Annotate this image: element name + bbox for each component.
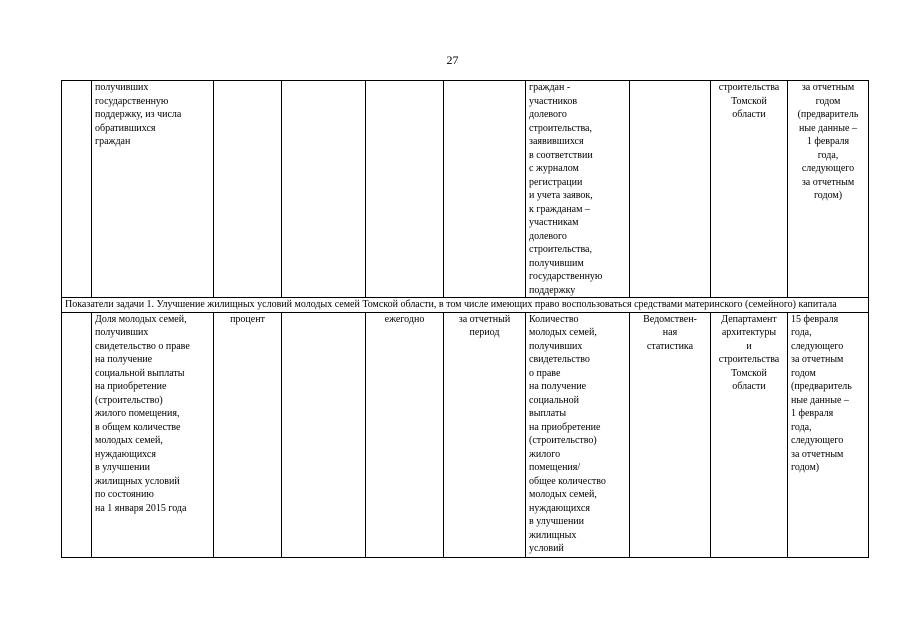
- cell-calculation-method: Количество молодых семей, получивших свидетельство о праве на получение социальной выплаты на приобретение (строительство) жилого помещения/ общее количество молодых семей, нуждающихся в улучшении жилищных условий: [526, 312, 630, 557]
- cell-indicator-name: Доля молодых семей, получивших свидетельство о праве на получение социальной выплаты на приобретение (строительство) жилого помещения, в общем количестве молодых семей, нуждающихся в улучшении жилищных условий по состоянию на 1 января 2015 года: [92, 312, 214, 557]
- cell-periodicity: ежегодно: [366, 312, 444, 557]
- table-row-continuation: [62, 81, 869, 298]
- cell-unit: [214, 81, 282, 298]
- table-row-section-header: [62, 298, 869, 313]
- section-header: Показатели задачи 1. Улучшение жилищных условий молодых семей Томской области, в том числе имеющих право воспользоваться средствами материнского (семейного) капитала: [62, 298, 869, 313]
- cell-data-source: [630, 81, 711, 298]
- cell-time-characteristic: [444, 81, 526, 298]
- cell-deadline: за отчетным годом (предваритель ные данные – 1 февраля года, следующего за отчетным годом): [788, 81, 869, 298]
- page-number: 27: [446, 53, 459, 67]
- cell-definition: [282, 312, 366, 557]
- cell-indicator-name: получивших государственную поддержку, из числа обратившихся граждан: [92, 81, 214, 298]
- cell-time-characteristic: за отчетный период: [444, 312, 526, 557]
- indicator-table: [61, 80, 869, 558]
- cell-deadline: 15 февраля года, следующего за отчетным годом (предваритель ные данные – 1 февраля года, следующего за отчетным годом): [788, 312, 869, 557]
- cell-periodicity: [366, 81, 444, 298]
- cell-number: [62, 312, 92, 557]
- cell-responsible: строительства Томской области: [711, 81, 788, 298]
- cell-data-source: Ведомствен- ная статистика: [630, 312, 711, 557]
- table-row-indicator: [62, 312, 869, 557]
- cell-definition: [282, 81, 366, 298]
- cell-unit: процент: [214, 312, 282, 557]
- cell-responsible: Департамент архитектуры и строительства Томской области: [711, 312, 788, 557]
- cell-number: [62, 81, 92, 298]
- cell-calculation-method: граждан - участников долевого строительства, заявившихся в соответствии с журналом регистрации и учета заявок, к гражданам – участникам долевого строительства, получившим государственную поддержку: [526, 81, 630, 298]
